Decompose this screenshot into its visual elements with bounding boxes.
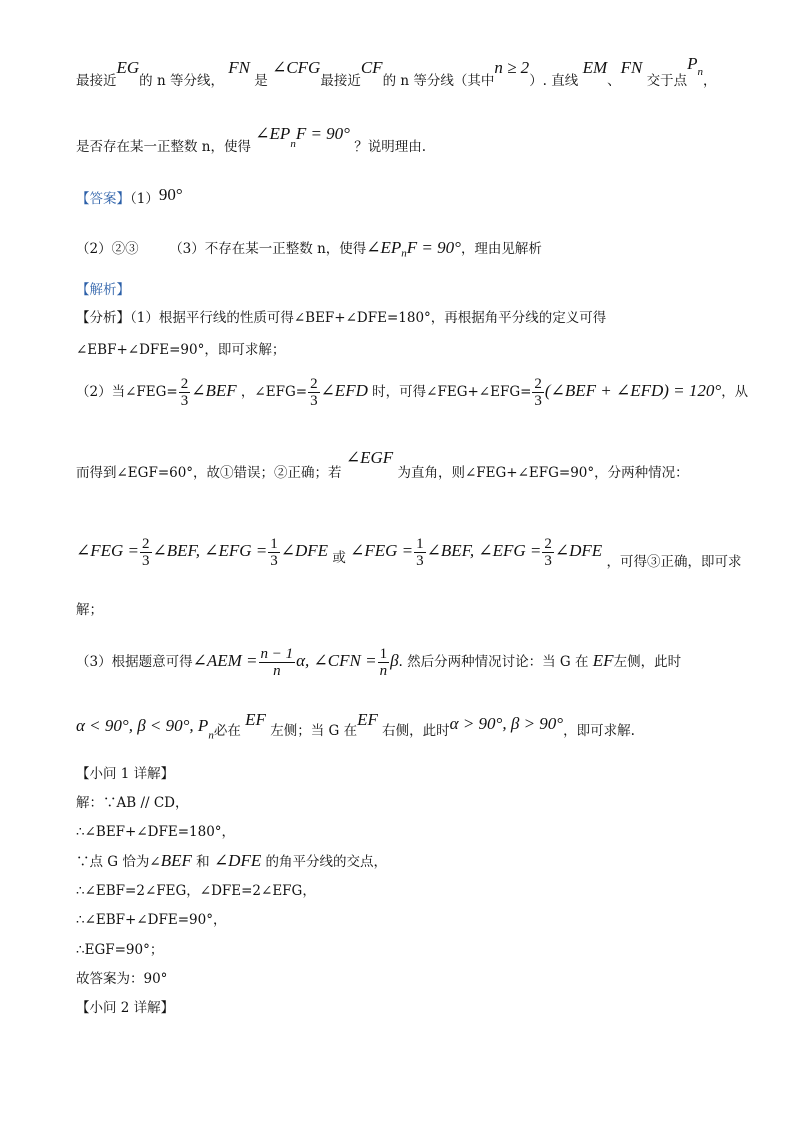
solution-line-4: ∴∠EBF=2∠FEG，∠DFE=2∠EFG， bbox=[76, 883, 316, 899]
analysis-line-1: 【分析】（1）根据平行线的性质可得∠BEF+∠DFE=180°，再根据角平分线的定义可得 bbox=[76, 310, 607, 326]
text: 左侧，此时 bbox=[613, 654, 682, 670]
math-subscript: n bbox=[290, 137, 296, 150]
fraction: $\frac{2}{3}$ bbox=[544, 536, 552, 569]
math: ∠EP bbox=[255, 124, 291, 143]
fraction: $\frac{2}{3}$ bbox=[534, 376, 542, 409]
text: ，理由见解析 bbox=[460, 241, 542, 257]
text: （3）不存在某一正整数 n，使得 bbox=[169, 241, 367, 257]
math: α > 90°, β > 90° bbox=[449, 714, 564, 733]
math: F = 90° bbox=[295, 124, 350, 143]
subquestion-1-label: 【小问 1 详解】 bbox=[76, 766, 175, 782]
math: P bbox=[687, 54, 698, 73]
analysis-line-8 bbox=[76, 710, 635, 746]
text: （1） bbox=[130, 191, 159, 207]
math: EF bbox=[592, 651, 614, 670]
text: 或 bbox=[332, 550, 346, 566]
math: ∠DFE bbox=[280, 541, 329, 560]
math: β bbox=[390, 651, 399, 670]
text: 和 bbox=[196, 854, 210, 870]
text: ？说明理由. bbox=[354, 139, 427, 155]
math: ∠BEF, ∠EFG = bbox=[426, 541, 542, 560]
answer-line bbox=[76, 185, 183, 209]
text: （2）当∠FEG= bbox=[76, 384, 178, 400]
analysis-label: 【解析】 bbox=[76, 282, 130, 298]
analysis-line-6: 解； bbox=[76, 602, 103, 618]
text: 为直角，则∠FEG+∠EFG=90°，分两种情况： bbox=[397, 465, 689, 481]
fraction: $\frac{2}{3}$ bbox=[180, 376, 189, 409]
analysis-line-3 bbox=[76, 376, 748, 409]
analysis-line-7 bbox=[76, 646, 681, 679]
math: ∠EGF bbox=[345, 448, 394, 467]
text: 右侧，此时 bbox=[382, 723, 450, 739]
solution-line-2: ∴∠BEF+∠DFE=180°， bbox=[76, 824, 236, 840]
text: 的 n 等分线， bbox=[139, 73, 224, 89]
text: 最接近 bbox=[320, 73, 361, 89]
math: ∠BEF bbox=[191, 381, 237, 400]
math: EG bbox=[116, 58, 140, 77]
math: ∠DFE bbox=[213, 851, 262, 870]
math-subscript: n bbox=[697, 65, 704, 78]
text: ，可得③正确，即可求 bbox=[606, 554, 742, 570]
math: ∠BEF, ∠EFG = bbox=[152, 541, 268, 560]
math: n ≥ 2 bbox=[494, 58, 530, 77]
fraction: $\frac{n - 1}{n}$ bbox=[260, 646, 294, 679]
text: 、 bbox=[607, 73, 621, 89]
text: ，∠EFG= bbox=[240, 384, 308, 400]
text: 左侧；当 G 在 bbox=[270, 723, 358, 739]
fraction: $\frac{1}{n}$ bbox=[379, 646, 388, 679]
text: . 然后分两种情况讨论：当 G 在 bbox=[398, 654, 589, 670]
text: ∵点 G 恰为∠ bbox=[76, 854, 161, 870]
answer-line-2 bbox=[76, 238, 542, 264]
text: 是否存在某一正整数 n，使得 bbox=[76, 139, 251, 155]
math: ∠AEM = bbox=[192, 651, 258, 670]
question-line-1 bbox=[76, 54, 717, 96]
math: ∠DFE bbox=[554, 541, 603, 560]
math: (∠BEF + ∠EFD) = 120° bbox=[544, 381, 722, 400]
math-subscript: n bbox=[401, 247, 407, 260]
math: CF bbox=[360, 58, 383, 77]
math: ∠FEG = bbox=[350, 541, 414, 560]
analysis-line-5 bbox=[76, 536, 741, 569]
text: （3）根据题意可得 bbox=[76, 654, 193, 670]
text: ，从 bbox=[721, 384, 749, 400]
math: ∠FEG = bbox=[76, 541, 140, 560]
math: α, ∠CFN = bbox=[296, 651, 377, 670]
text: ，即可求解. bbox=[563, 723, 635, 739]
math: α < 90°, β < 90°, P bbox=[76, 716, 209, 735]
math: EF bbox=[245, 710, 266, 729]
math: ∠EP bbox=[366, 238, 402, 257]
analysis-line-2: ∠EBF+∠DFE=90°，即可求解； bbox=[76, 342, 286, 358]
math: F = 90° bbox=[406, 238, 461, 257]
text: 时，可得∠FEG+∠EFG= bbox=[372, 384, 532, 400]
fraction: $\frac{1}{3}$ bbox=[270, 536, 278, 569]
fraction: $\frac{1}{3}$ bbox=[416, 536, 424, 569]
math: ∠CFG bbox=[272, 58, 321, 77]
math: FN bbox=[620, 58, 643, 77]
text: ， bbox=[703, 73, 717, 89]
solution-line-5: ∴∠EBF+∠DFE=90°， bbox=[76, 912, 227, 928]
math-subscript: n bbox=[208, 729, 214, 742]
text: ）. 直线 bbox=[529, 73, 579, 89]
math: EM bbox=[582, 58, 608, 77]
solution-line-3 bbox=[76, 851, 387, 872]
solution-line-1: 解：∵AB // CD， bbox=[76, 795, 189, 811]
math: BEF bbox=[160, 851, 192, 870]
fraction: $\frac{2}{3}$ bbox=[310, 376, 318, 409]
text: （2）②③ bbox=[76, 241, 139, 257]
fraction: $\frac{2}{3}$ bbox=[142, 536, 150, 569]
text: 交于点 bbox=[646, 73, 688, 89]
text: 是 bbox=[254, 73, 268, 89]
question-line-2 bbox=[76, 124, 427, 162]
math: EF bbox=[357, 710, 378, 729]
text: 而得到∠EGF=60°，故①错误；②正确；若 bbox=[76, 465, 342, 481]
math: ∠EFD bbox=[320, 381, 368, 400]
solution-line-7: 故答案为：90° bbox=[76, 971, 168, 987]
subquestion-2-label: 【小问 2 详解】 bbox=[76, 1000, 175, 1016]
text: 的 n 等分线（其中 bbox=[382, 73, 495, 89]
math: FN bbox=[228, 58, 250, 77]
text: 的角平分线的交点， bbox=[265, 854, 388, 870]
text: 必在 bbox=[213, 723, 241, 739]
answer-label: 【答案】 bbox=[76, 191, 130, 207]
solution-line-6: ∴EGF=90°； bbox=[76, 942, 164, 958]
math: 90° bbox=[158, 185, 183, 204]
text: 最接近 bbox=[76, 73, 117, 89]
analysis-line-4 bbox=[76, 448, 689, 483]
